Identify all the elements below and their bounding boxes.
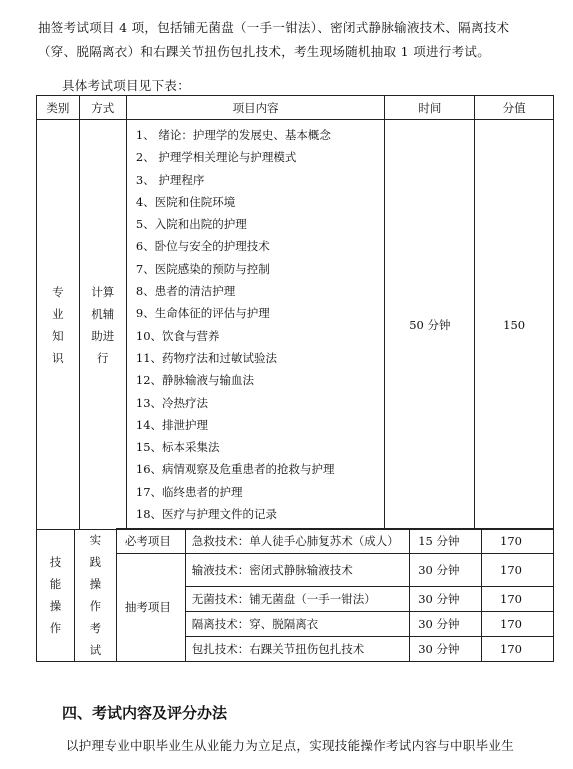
list-item: 8、患者的清洁护理 bbox=[135, 284, 236, 299]
knowledge-items-cell bbox=[126, 120, 385, 530]
list-item: 18、医疗与护理文件的记录 bbox=[135, 507, 278, 522]
required-label: 必考项目 bbox=[116, 529, 185, 554]
draw-item-score: 170 bbox=[482, 586, 554, 611]
header-content: 项目内容 bbox=[126, 96, 385, 120]
list-item: 3、 护理程序 bbox=[135, 172, 205, 187]
knowledge-category: 专业知识 bbox=[52, 284, 64, 365]
knowledge-method-cell bbox=[79, 120, 126, 530]
list-item: 13、冷热疗法 bbox=[135, 395, 209, 410]
header-method: 方式 bbox=[79, 96, 126, 120]
draw-item-name: 包扎技术：右踝关节扭伤包扎技术 bbox=[185, 636, 409, 661]
skills-category: 技能操作 bbox=[49, 554, 62, 635]
exam-table bbox=[36, 95, 554, 530]
closing-paragraph: 以护理专业中职毕业生从业能力为立足点，实现技能操作考试内容与中职毕业生 bbox=[66, 738, 515, 753]
knowledge-score: 150 bbox=[475, 120, 554, 530]
draw-item-time: 30 分钟 bbox=[410, 611, 482, 636]
draw-item-score: 170 bbox=[482, 554, 554, 587]
list-item: 10、饮食与营养 bbox=[135, 328, 220, 343]
draw-item-time: 30 分钟 bbox=[410, 554, 482, 587]
required-item-time: 15 分钟 bbox=[410, 529, 482, 554]
list-item: 15、标本采集法 bbox=[135, 440, 220, 455]
required-item-name: 急救技术：单人徒手心肺复苏术（成人） bbox=[185, 529, 409, 554]
header-category: 类别 bbox=[37, 96, 80, 120]
list-item: 16、病情观察及危重患者的抢救与护理 bbox=[135, 462, 335, 477]
draw-item-score: 170 bbox=[482, 611, 554, 636]
draw-item-name: 输液技术：密闭式静脉输液技术 bbox=[185, 554, 409, 587]
knowledge-method: 计算机辅助进行 bbox=[91, 284, 115, 365]
draw-label: 抽考项目 bbox=[116, 554, 185, 662]
list-item: 2、 护理学相关理论与护理模式 bbox=[135, 150, 297, 165]
knowledge-time: 50 分钟 bbox=[385, 120, 475, 530]
list-item: 12、静脉输液与输血法 bbox=[135, 373, 255, 388]
draw-item-score: 170 bbox=[482, 636, 554, 661]
knowledge-row bbox=[37, 120, 554, 530]
draw-item-time: 30 分钟 bbox=[410, 636, 482, 661]
required-item-score: 170 bbox=[482, 529, 554, 554]
draw-item-name: 无菌技术：铺无菌盘（一手一钳法） bbox=[185, 586, 409, 611]
intro-line-1: 抽签考试项目 4 项，包括铺无菌盘（一手一钳法）、密闭式静脉输液技术、隔离技术 bbox=[38, 20, 510, 35]
header-time: 时间 bbox=[385, 96, 475, 120]
list-item: 11、药物疗法和过敏试验法 bbox=[135, 350, 278, 365]
list-item: 6、卧位与安全的护理技术 bbox=[135, 239, 270, 254]
list-item: 4、医院和住院环境 bbox=[135, 194, 236, 209]
list-item: 5、入院和出院的护理 bbox=[135, 217, 247, 232]
section-title: 四、考试内容及评分办法 bbox=[62, 704, 228, 722]
table-row bbox=[37, 529, 554, 554]
header-score: 分值 bbox=[475, 96, 554, 120]
list-item: 1、 绪论：护理学的发展史、基本概念 bbox=[135, 128, 331, 142]
skills-table bbox=[36, 528, 554, 662]
intro-line-2: （穿、脱隔离衣）和右踝关节扭伤包扎技术，考生现场随机抽取 1 项进行考试。 bbox=[38, 44, 491, 59]
list-item: 9、生命体征的评估与护理 bbox=[135, 306, 270, 321]
draw-item-name: 隔离技术：穿、脱隔离衣 bbox=[185, 611, 409, 636]
table-header-row bbox=[37, 96, 554, 120]
list-item: 7、医院感染的预防与控制 bbox=[135, 261, 270, 276]
list-item: 17、临终患者的护理 bbox=[135, 484, 243, 499]
skills-method: 实践操作考试 bbox=[89, 532, 102, 657]
skills-category-cell bbox=[37, 529, 75, 662]
intro-line-3: 具体考试项目见下表： bbox=[62, 78, 191, 93]
list-item: 14、排泄护理 bbox=[135, 417, 209, 432]
knowledge-category-cell bbox=[37, 120, 80, 530]
skills-method-cell bbox=[74, 529, 116, 662]
draw-item-time: 30 分钟 bbox=[410, 586, 482, 611]
